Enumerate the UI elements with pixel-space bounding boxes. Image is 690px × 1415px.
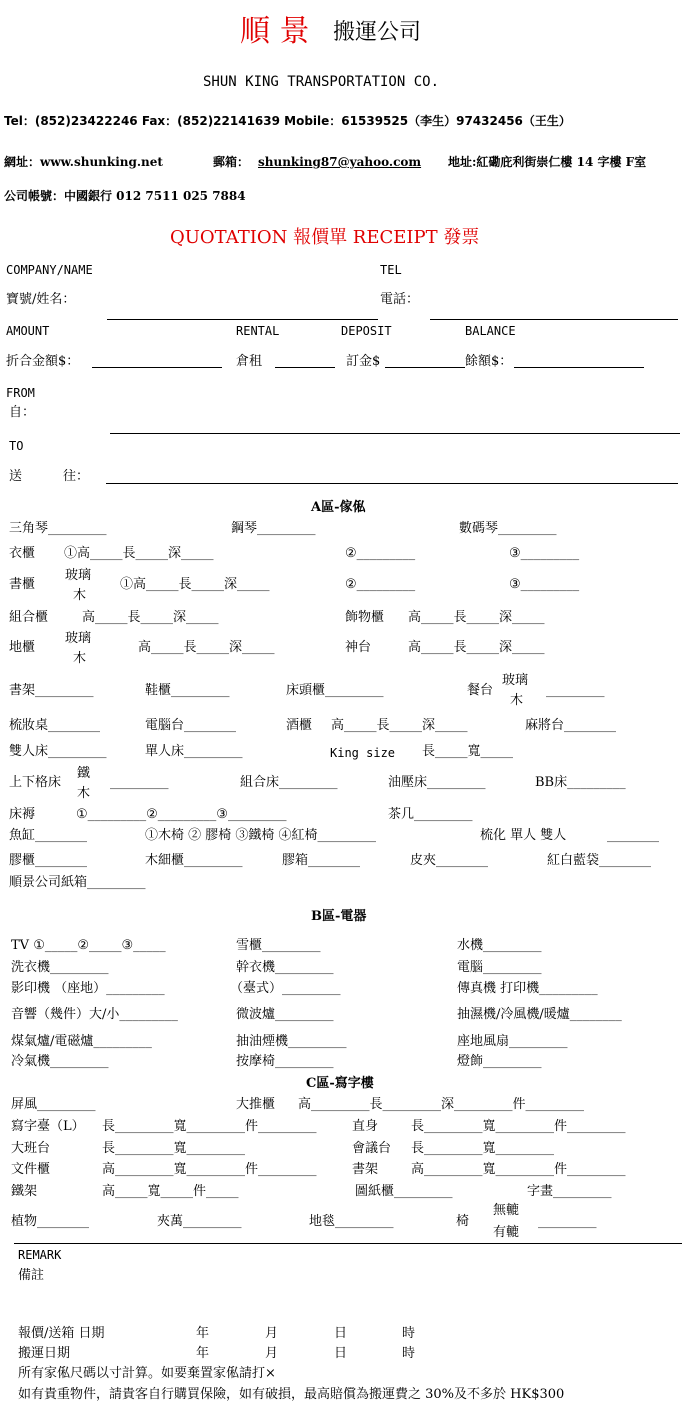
- quote-day-label[interactable]: 日: [334, 1326, 348, 1341]
- item-lamp[interactable]: 燈飾_________: [457, 1054, 542, 1069]
- item-king-size: King size: [330, 746, 396, 760]
- wardrobe-size-2[interactable]: ②_________: [345, 546, 416, 561]
- item-bb-bed[interactable]: BB床_________: [535, 775, 626, 790]
- bunk-bed-blank[interactable]: _________: [110, 775, 169, 790]
- move-hour-label[interactable]: 時: [402, 1346, 416, 1361]
- item-bedside-table[interactable]: 床頭櫃_________: [286, 683, 384, 698]
- to-label-cn-2: 往：: [63, 469, 90, 484]
- document-title: QUOTATION 報價單 RECEIPT 發票: [170, 227, 480, 248]
- quote-date-label: 報價/送箱 日期: [18, 1326, 105, 1341]
- item-plastic-box[interactable]: 膠箱________: [282, 853, 361, 868]
- file-cabinet-dims[interactable]: 高_________寬_________件_________: [102, 1162, 317, 1177]
- wardrobe-size-3[interactable]: ③_________: [509, 546, 580, 561]
- chair-no-wheels-option[interactable]: 無轆: [493, 1203, 520, 1218]
- tel-label-cn: 電話：: [380, 292, 420, 307]
- item-digital-piano[interactable]: 數碼琴_________: [459, 521, 557, 536]
- floor-cabinet-glass-option[interactable]: 玻璃: [65, 631, 92, 646]
- item-audio[interactable]: 音響（幾件）大/小_________: [11, 1007, 178, 1022]
- item-sofa[interactable]: 梳化 單人 雙人: [480, 828, 567, 843]
- dining-table-blank[interactable]: _________: [546, 683, 605, 698]
- tel-label-en: TEL: [380, 263, 402, 277]
- item-washer[interactable]: 洗衣機_________: [11, 960, 109, 975]
- to-label-cn-1: 送: [9, 469, 23, 484]
- item-plastic-cabinet[interactable]: 膠櫃________: [9, 853, 88, 868]
- quote-year-label[interactable]: 年: [196, 1326, 210, 1341]
- item-piano[interactable]: 鋼琴_________: [231, 521, 316, 536]
- bunk-bed-iron-option[interactable]: 鐵: [77, 766, 91, 781]
- from-field[interactable]: [110, 433, 680, 434]
- deposit-label-en: DEPOSIT: [341, 324, 392, 338]
- item-upright: 直身: [352, 1119, 379, 1134]
- king-size-dims[interactable]: 長_____寬_____: [422, 744, 514, 759]
- item-iron-rack: 鐵架: [11, 1184, 38, 1199]
- item-copier[interactable]: 影印機 （座地）_________: [11, 981, 165, 996]
- mattress-options[interactable]: ①_________②_________③_________: [76, 807, 287, 822]
- bookcase-glass-option[interactable]: 玻璃: [65, 568, 92, 583]
- tel-field[interactable]: [430, 319, 678, 320]
- item-dryer[interactable]: 幹衣機_________: [236, 960, 334, 975]
- amount-label-cn: 折合金額$：: [6, 354, 80, 369]
- item-leather-clip[interactable]: 皮夾________: [410, 853, 489, 868]
- iron-rack-dims[interactable]: 高_____寬_____件_____: [102, 1184, 239, 1199]
- brand-name-cn: 順 景: [240, 14, 310, 49]
- wine-cabinet-dims[interactable]: 高_____長_____深_____: [331, 718, 468, 733]
- amount-label-en: AMOUNT: [6, 324, 50, 338]
- item-floor-fan[interactable]: 座地風扇_________: [457, 1034, 568, 1049]
- item-hydraulic-bed[interactable]: 油壓床_________: [388, 775, 486, 790]
- item-single-bed[interactable]: 單人床_________: [145, 744, 243, 759]
- deposit-field[interactable]: [385, 367, 465, 368]
- bookrack-dims[interactable]: 高_________寬_________件_________: [411, 1162, 626, 1177]
- chair-wheels-option[interactable]: 有轆: [493, 1225, 520, 1240]
- note-insurance: 如有貴重物件，請貴客自行購買保險，如有破損，最高賠償為搬運費之 30%及不多於 HK$300: [18, 1387, 565, 1402]
- bank-account: 公司帳號：中國銀行 012 7511 025 7884: [4, 189, 246, 203]
- display-cabinet-dims[interactable]: 高_____長_____深_____: [408, 610, 545, 625]
- item-painting[interactable]: 字畫_________: [527, 1184, 612, 1199]
- floor-cabinet-wood-option[interactable]: 木: [73, 651, 87, 666]
- quote-month-label[interactable]: 月: [265, 1326, 279, 1341]
- item-bookshelf[interactable]: 書架_________: [9, 683, 94, 698]
- meeting-table-dims[interactable]: 長_________寬_________: [411, 1141, 555, 1156]
- brand-name-en: SHUN KING TRANSPORTATION CO.: [203, 74, 440, 90]
- item-mattress: 床褥: [9, 807, 36, 822]
- rental-label-cn: 倉租: [236, 354, 263, 369]
- email-link[interactable]: shunking87@yahoo.com: [258, 155, 422, 169]
- item-boss-desk: 大班台: [11, 1141, 51, 1156]
- section-c-title: C區-寫字樓: [306, 1076, 374, 1091]
- floor-cabinet-dims[interactable]: 高_____長_____深_____: [138, 640, 275, 655]
- item-bunk-bed: 上下格床: [9, 775, 62, 790]
- upright-dims[interactable]: 長_________寬_________件_________: [411, 1119, 626, 1134]
- bookcase-size-3[interactable]: ③_________: [509, 577, 580, 592]
- item-plants[interactable]: 植物________: [11, 1214, 90, 1229]
- item-mahjong-table[interactable]: 麻將台________: [525, 718, 617, 733]
- wardrobe-size-1[interactable]: ①高_____長_____深_____: [64, 546, 214, 561]
- move-date-label: 搬運日期: [18, 1346, 71, 1361]
- item-desktop-copier[interactable]: （臺式）_________: [230, 981, 341, 996]
- move-day-label[interactable]: 日: [334, 1346, 348, 1361]
- bookcase-size-2[interactable]: ②_________: [345, 577, 416, 592]
- item-office-chair: 椅: [456, 1214, 470, 1229]
- item-dehumidifier[interactable]: 抽濕機/冷風機/暖爐________: [457, 1007, 622, 1022]
- chair-options[interactable]: ①木椅 ② 膠椅 ③鐵椅 ④紅椅_________: [145, 828, 377, 843]
- website[interactable]: 網址：www.shunking.net: [4, 155, 163, 169]
- address: 地址:紅磡庇利街崇仁樓 14 字樓 F室: [448, 155, 647, 169]
- item-double-bed[interactable]: 雙人床_________: [9, 744, 107, 759]
- section-b-title: B區-電器: [311, 909, 367, 924]
- item-computer[interactable]: 電腦_________: [457, 960, 542, 975]
- item-display-cabinet: 飾物櫃: [345, 610, 385, 625]
- contact-line: Tel：(852)23422246 Fax：(852)22141639 Mobile：61539525（李生）97432456（王生）: [4, 114, 571, 128]
- bookcase-size-1[interactable]: ①高_____長_____深_____: [120, 577, 270, 592]
- from-label-en: FROM: [6, 386, 35, 400]
- rental-label-en: RENTAL: [236, 324, 280, 338]
- move-month-label[interactable]: 月: [265, 1346, 279, 1361]
- item-wardrobe: 衣櫃: [9, 546, 36, 561]
- boss-desk-dims[interactable]: 長_________寬_________: [102, 1141, 246, 1156]
- item-combo-bed[interactable]: 組合床_________: [240, 775, 338, 790]
- item-aircon[interactable]: 冷氣機_________: [11, 1054, 109, 1069]
- item-wood-cabinet[interactable]: 木細櫃_________: [145, 853, 243, 868]
- item-screen[interactable]: 屏風_________: [11, 1097, 96, 1112]
- note-dimensions: 所有家俬尺碼以寸計算。如要棄置家俬請打×: [18, 1366, 276, 1381]
- balance-label-en: BALANCE: [465, 324, 516, 338]
- item-wine-cabinet: 酒櫃: [286, 718, 313, 733]
- dining-glass-option[interactable]: 玻璃: [502, 673, 529, 688]
- item-grand-piano[interactable]: 三角琴_________: [9, 521, 107, 536]
- deposit-label-cn: 訂金$: [346, 354, 381, 369]
- balance-label-cn: 餘額$：: [465, 354, 513, 369]
- item-fax-printer[interactable]: 傳真機 打印機_________: [457, 981, 598, 996]
- balance-field[interactable]: [514, 367, 644, 368]
- item-gas-stove[interactable]: 煤氣爐/電磁爐_________: [11, 1034, 152, 1049]
- to-label-en: TO: [9, 439, 24, 453]
- item-range-hood[interactable]: 抽油煙機_________: [236, 1034, 347, 1049]
- company-field[interactable]: [107, 319, 378, 320]
- remark-label-cn: 備註: [18, 1268, 45, 1283]
- remark-divider: [14, 1243, 682, 1244]
- item-shoe-cabinet[interactable]: 鞋櫃_________: [145, 683, 230, 698]
- dining-wood-option[interactable]: 木: [510, 693, 524, 708]
- sofa-blank[interactable]: ________: [607, 828, 659, 843]
- from-label-cn: 自：: [9, 405, 36, 420]
- item-computer-desk[interactable]: 電腦台________: [145, 718, 237, 733]
- move-year-label[interactable]: 年: [196, 1346, 210, 1361]
- rental-field[interactable]: [275, 367, 335, 368]
- item-tea-table[interactable]: 茶几_________: [388, 807, 473, 822]
- item-l-desk: 寫字臺（L）: [11, 1119, 85, 1134]
- item-meeting-table: 會議台: [352, 1141, 392, 1156]
- quote-hour-label[interactable]: 時: [402, 1326, 416, 1341]
- item-cartons[interactable]: 順景公司紙箱_________: [9, 875, 146, 890]
- item-fridge[interactable]: 雪櫃_________: [236, 938, 321, 953]
- email-label: 郵箱：: [213, 155, 250, 169]
- large-cabinet-dims[interactable]: 高_________長_________深_________件_________: [298, 1097, 585, 1112]
- item-safe[interactable]: 夾萬_________: [157, 1214, 242, 1229]
- item-altar: 神台: [345, 640, 372, 655]
- altar-dims[interactable]: 高_____長_____深_____: [408, 640, 545, 655]
- item-file-cabinet: 文件櫃: [11, 1162, 51, 1177]
- combo-cabinet-dims[interactable]: 高_____長_____深_____: [82, 610, 219, 625]
- item-carpet[interactable]: 地毯_________: [309, 1214, 394, 1229]
- bunk-bed-wood-option[interactable]: 木: [77, 786, 91, 801]
- l-desk-dims[interactable]: 長_________寬_________件_________: [102, 1119, 317, 1134]
- chair-blank[interactable]: _________: [538, 1214, 597, 1229]
- item-floor-cabinet: 地櫃: [9, 640, 36, 655]
- amount-field[interactable]: [92, 367, 222, 368]
- item-massage-chair[interactable]: 按摩椅_________: [236, 1054, 334, 1069]
- item-large-cabinet: 大推櫃: [236, 1097, 276, 1112]
- section-a-title: A區-傢俬: [311, 500, 366, 515]
- item-dresser[interactable]: 梳妝桌________: [9, 718, 101, 733]
- remark-label-en: REMARK: [18, 1248, 62, 1262]
- item-plan-cabinet[interactable]: 圖紙櫃_________: [355, 1184, 453, 1199]
- brand-suffix: 搬運公司: [333, 20, 422, 45]
- item-bookrack: 書架: [352, 1162, 379, 1177]
- item-fish-tank[interactable]: 魚缸________: [9, 828, 88, 843]
- item-combo-cabinet: 組合櫃: [9, 610, 49, 625]
- item-tv[interactable]: TV ①_____②_____③_____: [11, 938, 166, 953]
- to-field[interactable]: [106, 483, 678, 484]
- item-microwave[interactable]: 微波爐_________: [236, 1007, 334, 1022]
- bookcase-wood-option[interactable]: 木: [73, 588, 87, 603]
- company-label-en: COMPANY/NAME: [6, 263, 93, 277]
- item-dining-table: 餐台: [467, 683, 494, 698]
- item-bookcase: 書櫃: [9, 577, 36, 592]
- item-bags[interactable]: 紅白藍袋________: [547, 853, 652, 868]
- company-label-cn: 寶號/姓名：: [6, 292, 76, 307]
- item-water-dispenser[interactable]: 水機_________: [457, 938, 542, 953]
